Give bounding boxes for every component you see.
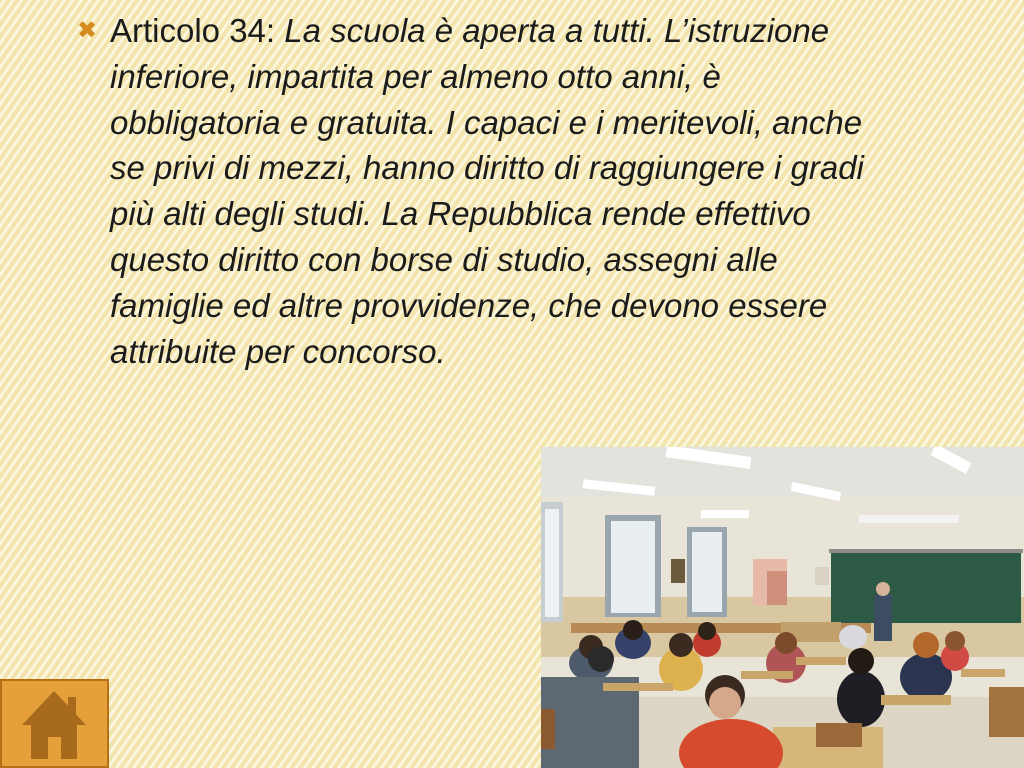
slide-bullet [74, 8, 894, 374]
house-icon [2, 681, 107, 766]
article-text: La scuola è aperta a tutti. L’istruzione inferiore, impartita per almeno otto anni, è obbligatoria e gratuita. I capaci e i meritevoli, anche se privi di mezzi, hanno diritto di raggiungere i gradi più alti degli studi. La Repubblica rende effettivo questo diritto con borse di studio, assegni alle famiglie ed altre provvidenze, che devono essere attribuite per concorso. [110, 12, 864, 370]
classroom-photo [541, 447, 1024, 768]
article-paragraph [110, 8, 890, 374]
x-bullet-icon: ✖ [76, 17, 98, 44]
home-button[interactable] [0, 679, 109, 768]
article-label: Articolo 34: [110, 12, 276, 49]
